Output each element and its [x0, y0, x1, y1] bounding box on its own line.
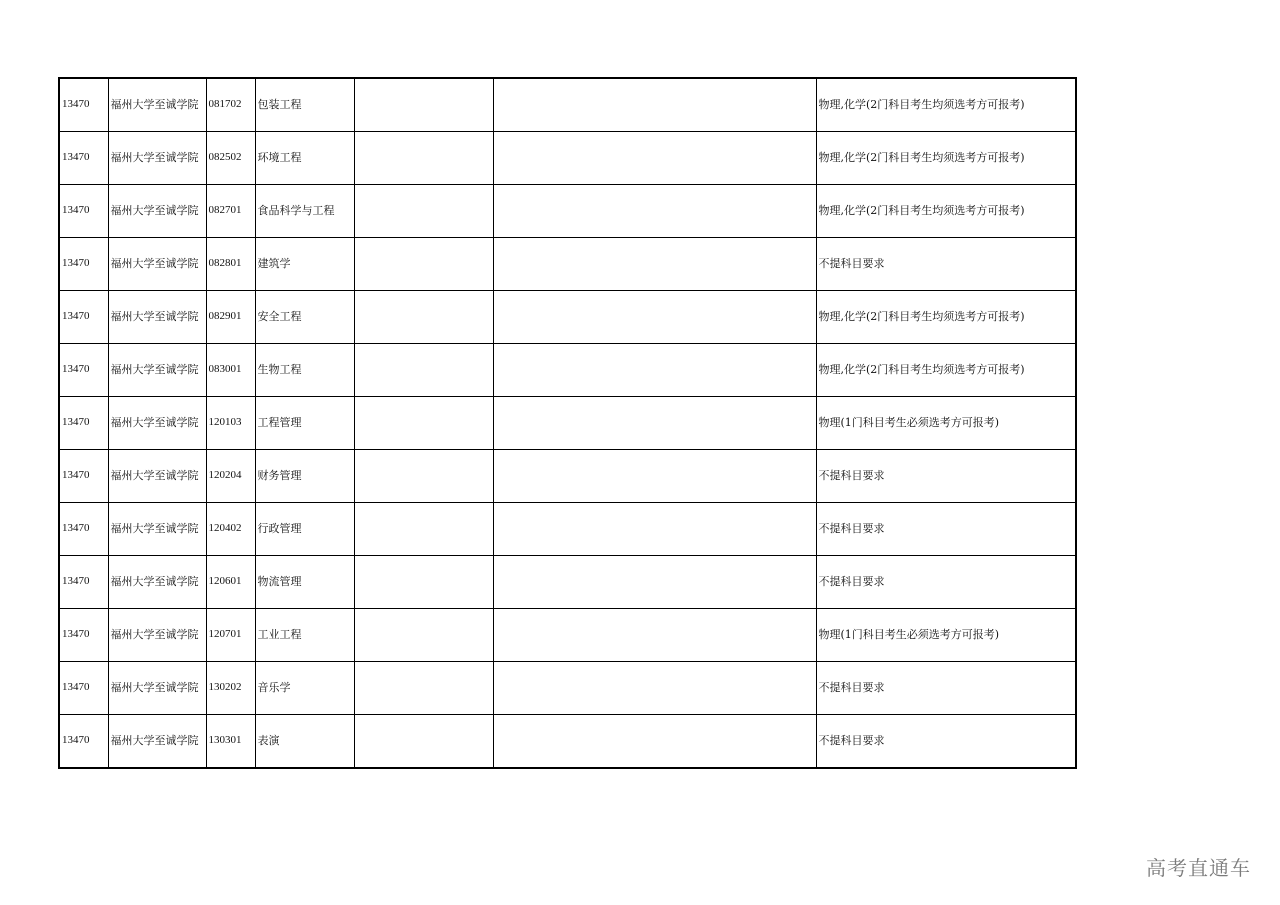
empty-cell: [354, 662, 493, 715]
school-name-cell: 福州大学至诚学院: [108, 344, 206, 397]
school-name-cell: 福州大学至诚学院: [108, 397, 206, 450]
major-name-cell: 安全工程: [255, 291, 354, 344]
major-name-cell: 音乐学: [255, 662, 354, 715]
empty-cell: [493, 556, 816, 609]
empty-cell: [354, 609, 493, 662]
school-code-cell: 13470: [59, 397, 108, 450]
major-name-cell: 环境工程: [255, 132, 354, 185]
major-code-cell: 083001: [206, 344, 255, 397]
empty-cell: [493, 715, 816, 769]
major-name-cell: 表演: [255, 715, 354, 769]
table-row: [59, 291, 1076, 344]
empty-cell: [354, 715, 493, 769]
school-name-cell: 福州大学至诚学院: [108, 715, 206, 769]
subject-requirement-cell: 物理,化学(2门科目考生均须选考方可报考): [816, 344, 1076, 397]
table-row: [59, 556, 1076, 609]
school-code-cell: 13470: [59, 238, 108, 291]
school-code-cell: 13470: [59, 715, 108, 769]
school-name-cell: 福州大学至诚学院: [108, 609, 206, 662]
major-name-cell: 生物工程: [255, 344, 354, 397]
table-row: [59, 185, 1076, 238]
subject-requirement-cell: 不提科目要求: [816, 450, 1076, 503]
empty-cell: [493, 503, 816, 556]
major-code-cell: 120103: [206, 397, 255, 450]
school-code-cell: 13470: [59, 185, 108, 238]
school-name-cell: 福州大学至诚学院: [108, 450, 206, 503]
major-code-cell: 082502: [206, 132, 255, 185]
school-name-cell: 福州大学至诚学院: [108, 78, 206, 132]
empty-cell: [354, 344, 493, 397]
major-name-cell: 食品科学与工程: [255, 185, 354, 238]
school-name-cell: 福州大学至诚学院: [108, 662, 206, 715]
school-code-cell: 13470: [59, 78, 108, 132]
major-name-cell: 行政管理: [255, 503, 354, 556]
major-name-cell: 包装工程: [255, 78, 354, 132]
empty-cell: [493, 397, 816, 450]
empty-cell: [354, 291, 493, 344]
school-name-cell: 福州大学至诚学院: [108, 238, 206, 291]
subject-requirement-cell: 不提科目要求: [816, 238, 1076, 291]
major-code-cell: 082901: [206, 291, 255, 344]
subject-requirement-cell: 物理(1门科目考生必须选考方可报考): [816, 397, 1076, 450]
school-code-cell: 13470: [59, 291, 108, 344]
major-code-cell: 130202: [206, 662, 255, 715]
major-name-cell: 工业工程: [255, 609, 354, 662]
table-row: [59, 78, 1076, 132]
school-code-cell: 13470: [59, 450, 108, 503]
school-name-cell: 福州大学至诚学院: [108, 291, 206, 344]
school-code-cell: 13470: [59, 344, 108, 397]
empty-cell: [493, 450, 816, 503]
table-row: [59, 450, 1076, 503]
table-row: [59, 503, 1076, 556]
empty-cell: [354, 556, 493, 609]
school-name-cell: 福州大学至诚学院: [108, 132, 206, 185]
major-code-cell: 120204: [206, 450, 255, 503]
school-code-cell: 13470: [59, 132, 108, 185]
table-row: [59, 715, 1076, 769]
major-code-cell: 120701: [206, 609, 255, 662]
major-code-cell: 120402: [206, 503, 255, 556]
empty-cell: [493, 609, 816, 662]
major-code-cell: 120601: [206, 556, 255, 609]
empty-cell: [493, 344, 816, 397]
table-row: [59, 662, 1076, 715]
school-code-cell: 13470: [59, 556, 108, 609]
major-code-cell: 082701: [206, 185, 255, 238]
table-row: [59, 397, 1076, 450]
school-code-cell: 13470: [59, 503, 108, 556]
subject-requirement-cell: 物理,化学(2门科目考生均须选考方可报考): [816, 132, 1076, 185]
school-code-cell: 13470: [59, 609, 108, 662]
subject-requirement-cell: 不提科目要求: [816, 715, 1076, 769]
empty-cell: [354, 185, 493, 238]
empty-cell: [354, 132, 493, 185]
school-name-cell: 福州大学至诚学院: [108, 556, 206, 609]
watermark-text: 高考直通车: [1146, 856, 1251, 880]
empty-cell: [493, 662, 816, 715]
school-name-cell: 福州大学至诚学院: [108, 503, 206, 556]
major-name-cell: 工程管理: [255, 397, 354, 450]
table-body: [59, 78, 1076, 768]
subject-requirements-table: [58, 77, 1077, 769]
subject-requirement-cell: 物理,化学(2门科目考生均须选考方可报考): [816, 185, 1076, 238]
table-row: [59, 609, 1076, 662]
empty-cell: [493, 132, 816, 185]
table-row: [59, 344, 1076, 397]
school-name-cell: 福州大学至诚学院: [108, 185, 206, 238]
major-name-cell: 财务管理: [255, 450, 354, 503]
major-code-cell: 130301: [206, 715, 255, 769]
empty-cell: [493, 78, 816, 132]
empty-cell: [493, 238, 816, 291]
subject-requirement-cell: 物理(1门科目考生必须选考方可报考): [816, 609, 1076, 662]
empty-cell: [354, 503, 493, 556]
table-row: [59, 238, 1076, 291]
empty-cell: [354, 397, 493, 450]
subject-requirement-cell: 不提科目要求: [816, 503, 1076, 556]
subject-requirement-cell: 物理,化学(2门科目考生均须选考方可报考): [816, 291, 1076, 344]
school-code-cell: 13470: [59, 662, 108, 715]
major-code-cell: 082801: [206, 238, 255, 291]
subject-requirement-cell: 不提科目要求: [816, 556, 1076, 609]
empty-cell: [493, 185, 816, 238]
empty-cell: [354, 450, 493, 503]
subject-requirement-cell: 物理,化学(2门科目考生均须选考方可报考): [816, 78, 1076, 132]
major-name-cell: 物流管理: [255, 556, 354, 609]
empty-cell: [493, 291, 816, 344]
table-row: [59, 132, 1076, 185]
major-code-cell: 081702: [206, 78, 255, 132]
empty-cell: [354, 78, 493, 132]
empty-cell: [354, 238, 493, 291]
subject-requirement-cell: 不提科目要求: [816, 662, 1076, 715]
major-name-cell: 建筑学: [255, 238, 354, 291]
